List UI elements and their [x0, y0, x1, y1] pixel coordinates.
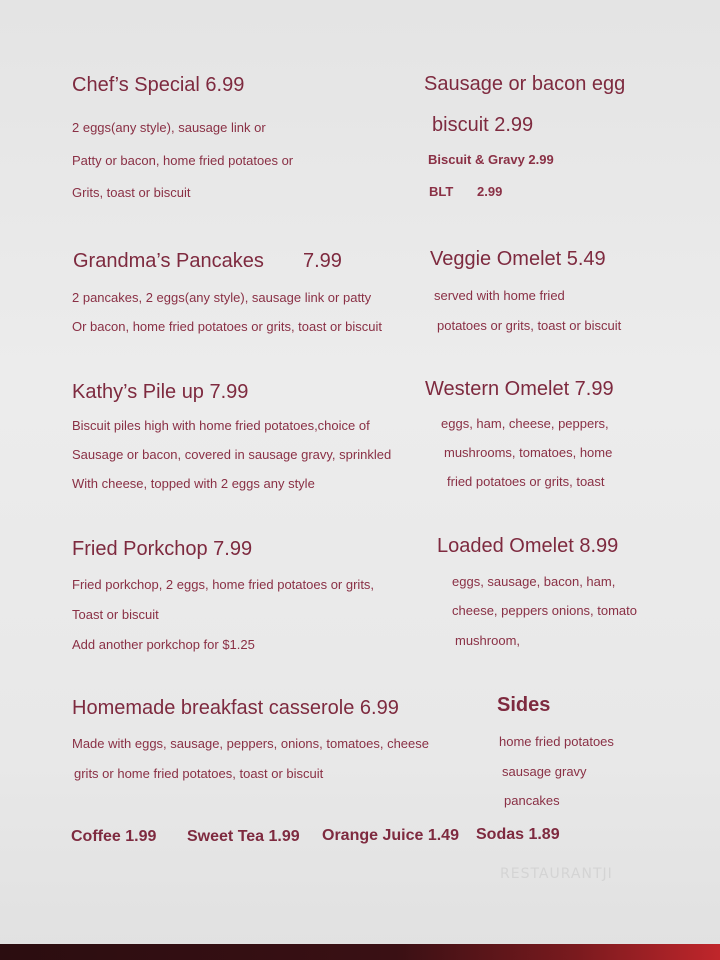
- sides-item-3: pancakes: [504, 793, 560, 808]
- grandmas-pancakes-line-1: 2 pancakes, 2 eggs(any style), sausage link or patty: [72, 290, 372, 305]
- loaded-omelet-line-1: eggs, sausage, bacon, ham,: [452, 574, 616, 589]
- drink-coffee: Coffee 1.99: [71, 828, 157, 845]
- sausage-bacon-title: Sausage or bacon egg: [424, 73, 626, 95]
- drink-sodas: Sodas 1.89: [476, 826, 560, 843]
- veggie-omelet-line-2: potatoes or grits, toast or biscuit: [437, 318, 622, 333]
- chefs-special-line-3: Grits, toast or biscuit: [72, 185, 191, 200]
- veggie-omelet-title: Veggie Omelet 5.49: [430, 248, 606, 270]
- veggie-omelet-line-1: served with home fried: [434, 288, 565, 303]
- sides-title: Sides: [497, 694, 551, 716]
- drink-sweet-tea: Sweet Tea 1.99: [187, 828, 300, 845]
- casserole-line-1: Made with eggs, sausage, peppers, onions, tomatoes, cheese: [72, 736, 429, 751]
- grandmas-pancakes-title: Grandma’s Pancakes: [73, 250, 264, 272]
- blt-price: 2.99: [477, 184, 503, 199]
- chefs-special-line-1: 2 eggs(any style), sausage link or: [72, 120, 266, 135]
- chefs-special-title: Chef’s Special 6.99: [72, 74, 245, 96]
- blt-label: BLT: [429, 184, 454, 199]
- chefs-special-line-2: Patty or bacon, home fried potatoes or: [72, 153, 294, 168]
- fried-porkchop-line-3: Add another porkchop for $1.25: [72, 637, 255, 652]
- western-omelet-line-3: fried potatoes or grits, toast: [447, 474, 605, 489]
- kathys-pile-up-line-3: With cheese, topped with 2 eggs any style: [72, 476, 315, 491]
- loaded-omelet-line-2: cheese, peppers onions, tomato: [452, 603, 638, 618]
- kathys-pile-up-line-1: Biscuit piles high with home fried potatoes,choice of: [72, 418, 370, 433]
- drink-orange-juice: Orange Juice 1.49: [322, 827, 459, 844]
- casserole-title: Homemade breakfast casserole 6.99: [72, 697, 399, 719]
- fried-porkchop-title: Fried Porkchop 7.99: [72, 538, 253, 560]
- western-omelet-line-2: mushrooms, tomatoes, home: [444, 445, 613, 460]
- grandmas-pancakes-line-2: Or bacon, home fried potatoes or grits, toast or biscuit: [72, 319, 382, 334]
- kathys-pile-up-line-2: Sausage or bacon, covered in sausage gravy, sprinkled: [72, 447, 392, 462]
- loaded-omelet-line-3: mushroom,: [455, 633, 521, 648]
- sausage-bacon-title-2: biscuit 2.99: [432, 114, 534, 136]
- casserole-line-2: grits or home fried potatoes, toast or biscuit: [74, 766, 324, 781]
- sides-item-1: home fried potatoes: [499, 734, 614, 749]
- western-omelet-line-1: eggs, ham, cheese, peppers,: [441, 416, 609, 431]
- watermark: RESTAURANTJI: [500, 866, 613, 882]
- fried-porkchop-line-2: Toast or biscuit: [72, 607, 159, 622]
- western-omelet-title: Western Omelet 7.99: [425, 378, 614, 400]
- grandmas-pancakes-price: 7.99: [303, 250, 342, 272]
- loaded-omelet-title: Loaded Omelet 8.99: [437, 535, 619, 557]
- fried-porkchop-line-1: Fried porkchop, 2 eggs, home fried potatoes or grits,: [72, 577, 375, 592]
- table-edge: [0, 944, 720, 960]
- kathys-pile-up-title: Kathy’s Pile up 7.99: [72, 381, 249, 403]
- sides-item-2: sausage gravy: [502, 764, 587, 779]
- biscuit-gravy: Biscuit & Gravy 2.99: [428, 152, 554, 167]
